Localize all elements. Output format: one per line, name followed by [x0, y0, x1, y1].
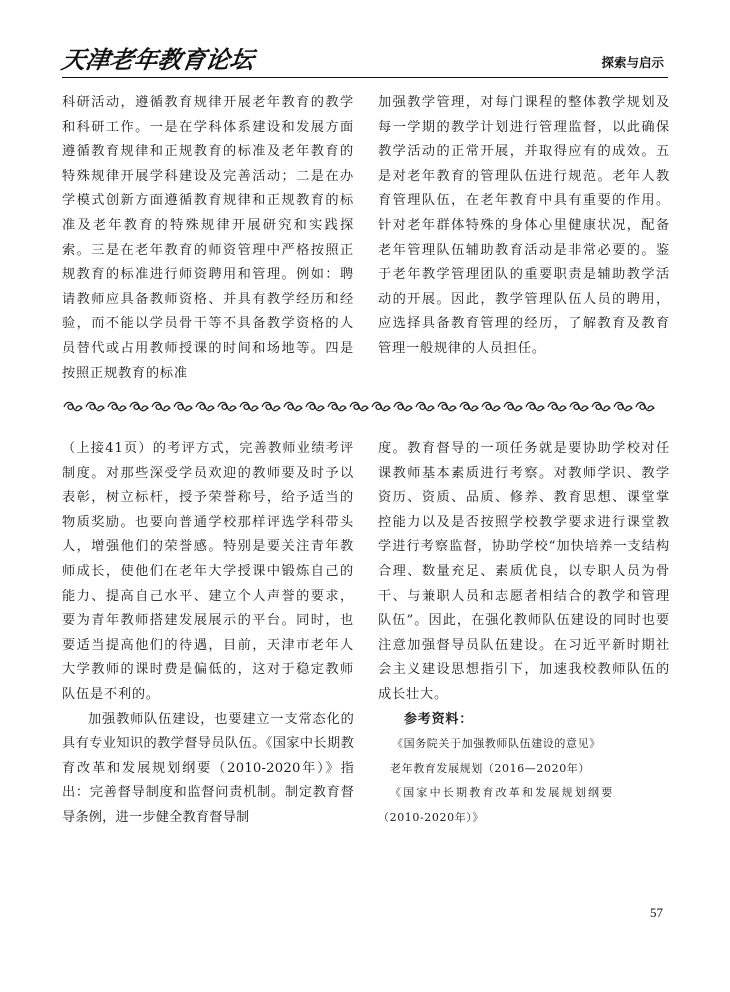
journal-logo: 天津老年教育论坛	[59, 45, 256, 74]
page-number: 57	[650, 905, 663, 920]
ornament-motif	[218, 402, 236, 410]
paragraph: 加强教师队伍建设，也要建立一支常态化的具有专业知识的教学督导员队伍。《国家中长期教育改革和发展规划纲要（2010-2020年）》指出：完善督导制度和监督问责机制。制定教育督导条例，进一步健全教育督导制	[62, 711, 354, 825]
ornament-motif	[174, 402, 192, 410]
reference-item: 《国务院关于加强教师队伍建设的意见》	[392, 737, 601, 751]
ornament-motif	[570, 402, 588, 410]
reference-item: 《国家中长期教育改革和发展规划纲要	[390, 786, 615, 800]
ornament-motif	[262, 402, 280, 410]
ornament-motif	[328, 402, 346, 410]
bottom-left-column	[62, 437, 354, 831]
ornament-motif	[350, 402, 368, 410]
ornament-motif	[482, 402, 500, 410]
ornament-motif	[460, 402, 478, 410]
ornament-motif	[636, 402, 654, 410]
ornament-motif	[86, 402, 104, 410]
ornament-motif	[548, 402, 566, 410]
paragraph: （上接41页）的考评方式，完善教师业绩考评制度。对那些深受学员欢迎的教师要及时予以表彰，树立标杆，授予荣誉称号，给予适当的物质奖励。也要向普通学校那样评选学科带头人，增强他们的荣誉感。特别是要关注青年教师成长，使他们在老年大学授课中锻炼自己的能力、提高自己水平、建立个人声誉的要求，要为青年教师搭建发展展示的平台。同时，也要适当提高他们的待遇，目前，天津市老年人大学教师的课时费是偏低的，这对于稳定教师队伍是不利的。	[62, 441, 354, 702]
ornamental-divider	[62, 400, 666, 414]
ornament-motif	[614, 402, 632, 410]
header-rule	[62, 77, 668, 78]
ornament-motif	[130, 402, 148, 410]
ornament-motif	[504, 402, 522, 410]
ornament-motif	[438, 402, 456, 410]
ornament-motif	[108, 402, 126, 410]
bottom-right-column	[378, 437, 670, 831]
ornament-motif	[372, 402, 390, 410]
top-left-column	[62, 91, 354, 386]
ornament-motif	[592, 402, 610, 410]
ornament-motif	[64, 402, 82, 410]
top-right-column	[378, 91, 670, 362]
ornament-motif	[284, 402, 302, 410]
ornament-motif	[196, 402, 214, 410]
paragraph: 加强教学管理，对每门课程的整体教学规划及每一学期的教学计划进行管理监督，以此确保教学活动的正常开展，并取得应有的成效。五是对老年教育的管理队伍进行规范。老年人教育管理队伍，在老年教育中具有重要的作用。针对老年群体特殊的身体心里健康状况，配备老年管理队伍辅助教育活动是非常必要的。鉴于老年教学管理团队的重要职责是辅助教学活动的开展。因此，教学管理队伍人员的聘用，应选择具备教育管理的经历，了解教育及教育管理一般规律的人员担任。	[378, 95, 670, 356]
reference-item: （2010-2020年）》	[378, 810, 485, 824]
ornament-motif	[416, 402, 434, 410]
ornament-motif	[152, 402, 170, 410]
references-title: 参考资料：	[404, 711, 474, 727]
ornament-motif	[240, 402, 258, 410]
ornament-motif	[394, 402, 412, 410]
paragraph: 度。教育督导的一项任务就是要协助学校对任课教师基本素质进行考察。对教师学识、教学资历、资质、品质、修养、教育思想、课堂掌控能力以及是否按照学校教学要求进行课堂教学进行考察监督，协助学校“加快培养一支结构合理、数量充足、素质优良，以专职人员为骨干、与兼职人员和志愿者相结合的教学和管理队伍”。因此，在强化教师队伍建设的同时也要注意加强督导员队伍建设。在习近平新时期社会主义建设思想指引下，加速我校教师队伍的成长壮大。	[378, 441, 670, 702]
section-title: 探索与启示	[601, 55, 664, 70]
ornament-motif	[526, 402, 544, 410]
paragraph: 科研活动，遵循教育规律开展老年教育的教学和科研工作。一是在学科体系建设和发展方面遵循教育规律和正规教育的标准及老年教育的特殊规律开展学科建设及完善活动；二是在办学模式创新方面遵循教育规律和正规教育的标准及老年教育的特殊规律开展研究和实践探索。三是在老年教育的师资管理中严格按照正规教育的标准进行师资聘用和管理。例如：聘请教师应具备教师资格、并具有教学经历和经验，而不能以学员骨干等不具备教学资格的人员替代或占用教师授课的时间和场地等。四是按照正规教育的标准	[62, 95, 354, 381]
ornament-motif	[306, 402, 324, 410]
reference-item: 老年教育发展规划（2016—2020年）	[390, 761, 590, 775]
